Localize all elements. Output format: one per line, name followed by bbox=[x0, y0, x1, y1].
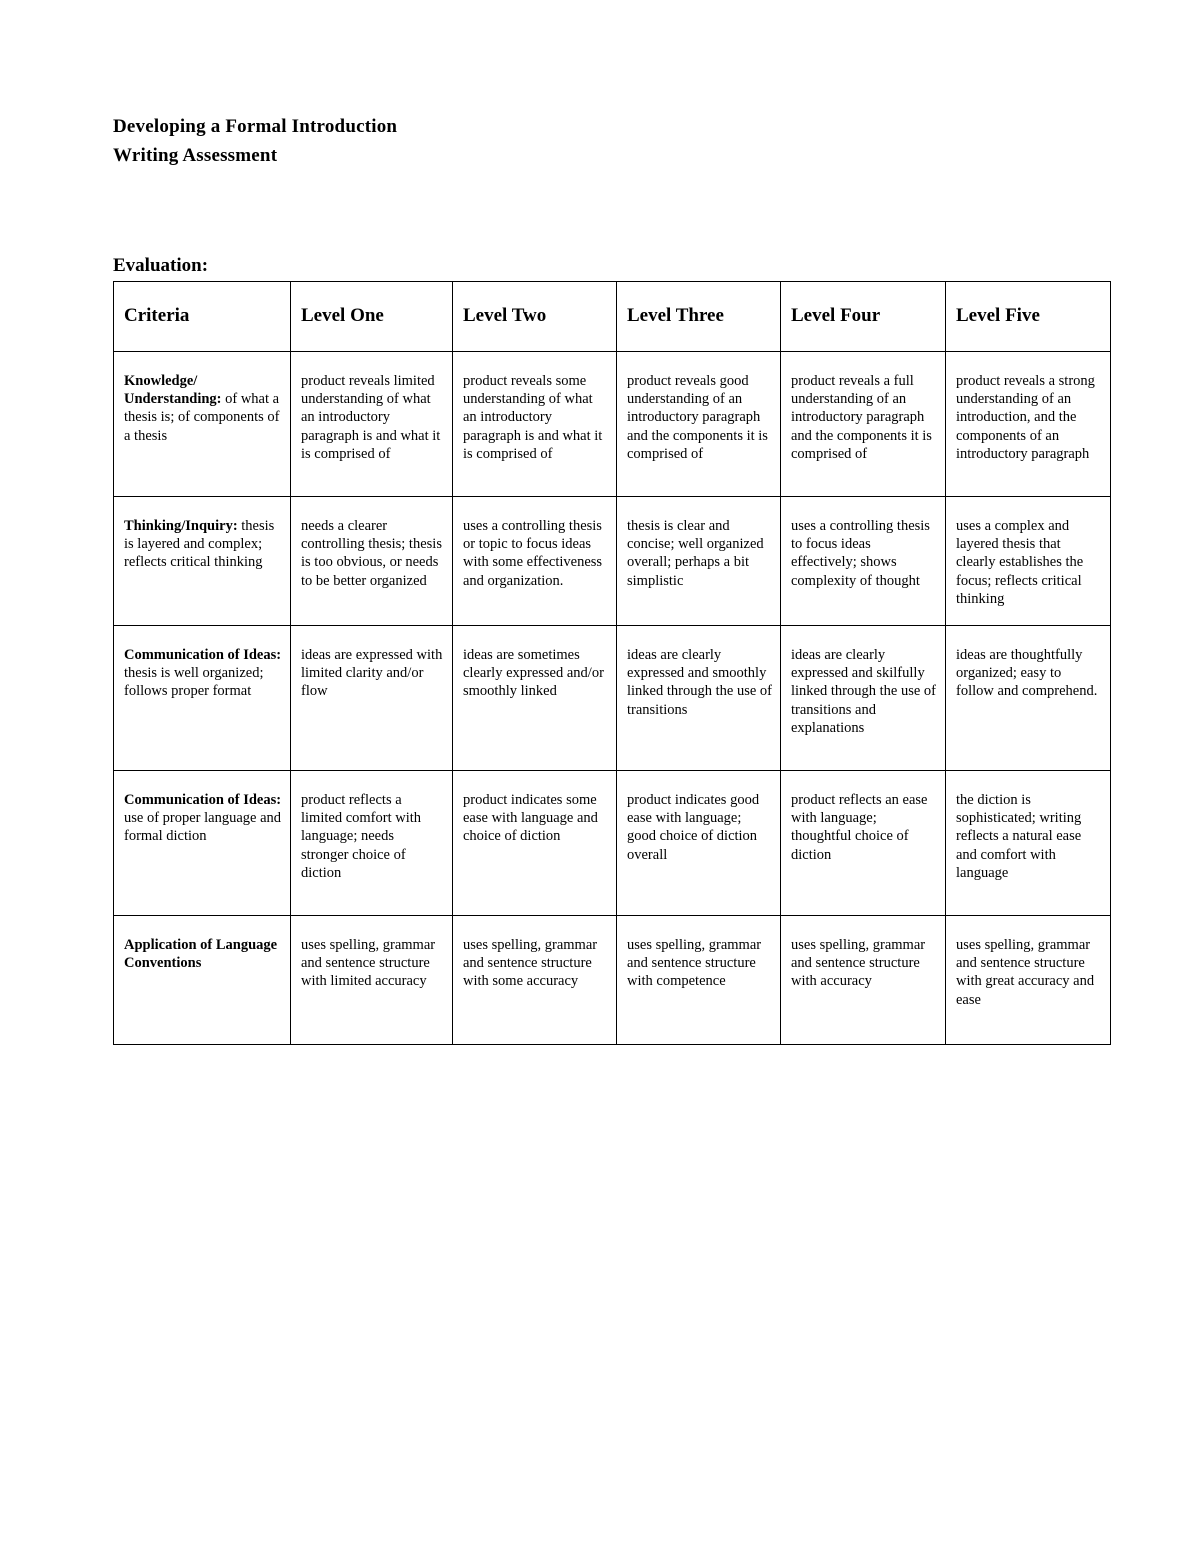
level-one-cell: product reflects a limited comfort with language; needs stronger choice of diction bbox=[291, 771, 453, 916]
criteria-cell bbox=[114, 771, 291, 916]
criteria-name: Communication of Ideas: bbox=[124, 792, 282, 808]
level-two-cell: product indicates some ease with language and choice of diction bbox=[453, 771, 617, 916]
criteria-name: Communication of Ideas: bbox=[124, 647, 282, 663]
level-two-cell: uses spelling, grammar and sentence structure with some accuracy bbox=[453, 916, 617, 1045]
level-two-cell: product reveals some understanding of what an introductory paragraph is and what it is comprised of bbox=[453, 352, 617, 497]
level-two-cell: uses a controlling thesis or topic to focus ideas with some effectiveness and organization. bbox=[453, 497, 617, 626]
header-level-four: Level Four bbox=[781, 282, 946, 352]
header-level-two: Level Two bbox=[453, 282, 617, 352]
criteria-description: thesis is well organized; follows proper format bbox=[124, 665, 264, 700]
level-three-cell: thesis is clear and concise; well organized overall; perhaps a bit simplistic bbox=[617, 497, 781, 626]
criteria-name: Application of Language Conventions bbox=[124, 937, 278, 972]
rubric-row-communication-language bbox=[114, 771, 1111, 916]
header-level-five: Level Five bbox=[946, 282, 1111, 352]
level-five-cell: product reveals a strong understanding of an introduction, and the components of an introductory paragraph bbox=[946, 352, 1111, 497]
criteria-name: Thinking/Inquiry: bbox=[124, 518, 238, 534]
level-four-cell: uses a controlling thesis to focus ideas effectively; shows complexity of thought bbox=[781, 497, 946, 626]
level-four-cell: product reflects an ease with language; thoughtful choice of diction bbox=[781, 771, 946, 916]
level-four-cell: product reveals a full understanding of an introductory paragraph and the components it is comprised of bbox=[781, 352, 946, 497]
level-one-cell: needs a clearer controlling thesis; thesis is too obvious, or needs to be better organized bbox=[291, 497, 453, 626]
document-subtitle: Writing Assessment bbox=[113, 145, 278, 166]
level-one-cell: product reveals limited understanding of what an introductory paragraph is and what it is comprised of bbox=[291, 352, 453, 497]
level-one-cell: uses spelling, grammar and sentence structure with limited accuracy bbox=[291, 916, 453, 1045]
rubric-table bbox=[113, 281, 1111, 1045]
rubric-row-conventions bbox=[114, 916, 1111, 1045]
level-two-cell: ideas are sometimes clearly expressed and/or smoothly linked bbox=[453, 626, 617, 771]
level-three-cell: product indicates good ease with language; good choice of diction overall bbox=[617, 771, 781, 916]
level-five-cell: ideas are thoughtfully organized; easy to follow and comprehend. bbox=[946, 626, 1111, 771]
level-three-cell: uses spelling, grammar and sentence structure with competence bbox=[617, 916, 781, 1045]
level-four-cell: uses spelling, grammar and sentence structure with accuracy bbox=[781, 916, 946, 1045]
level-five-cell: uses spelling, grammar and sentence structure with great accuracy and ease bbox=[946, 916, 1111, 1045]
header-level-one: Level One bbox=[291, 282, 453, 352]
criteria-description: use of proper language and formal diction bbox=[124, 810, 282, 845]
criteria-description: of what a thesis is; of components of a thesis bbox=[124, 391, 280, 444]
criteria-cell bbox=[114, 626, 291, 771]
level-five-cell: uses a complex and layered thesis that clearly establishes the focus; reflects critical thinking bbox=[946, 497, 1111, 626]
criteria-description: thesis is layered and complex; reflects critical thinking bbox=[124, 518, 275, 571]
rubric-row-thinking bbox=[114, 497, 1111, 626]
level-three-cell: ideas are clearly expressed and smoothly linked through the use of transitions bbox=[617, 626, 781, 771]
rubric-row-communication-organization bbox=[114, 626, 1111, 771]
level-one-cell: ideas are expressed with limited clarity and/or flow bbox=[291, 626, 453, 771]
criteria-cell bbox=[114, 916, 291, 1045]
criteria-cell bbox=[114, 352, 291, 497]
criteria-name: Knowledge/ Understanding: bbox=[124, 373, 222, 408]
level-four-cell: ideas are clearly expressed and skilfully linked through the use of transitions and explanations bbox=[781, 626, 946, 771]
criteria-cell bbox=[114, 497, 291, 626]
level-three-cell: product reveals good understanding of an introductory paragraph and the components it is comprised of bbox=[617, 352, 781, 497]
header-criteria: Criteria bbox=[114, 282, 291, 352]
level-five-cell: the diction is sophisticated; writing reflects a natural ease and comfort with language bbox=[946, 771, 1111, 916]
evaluation-label: Evaluation: bbox=[113, 255, 209, 276]
rubric-row-knowledge bbox=[114, 352, 1111, 497]
rubric-header-row bbox=[114, 282, 1111, 352]
document-title: Developing a Formal Introduction bbox=[113, 116, 398, 137]
header-level-three: Level Three bbox=[617, 282, 781, 352]
